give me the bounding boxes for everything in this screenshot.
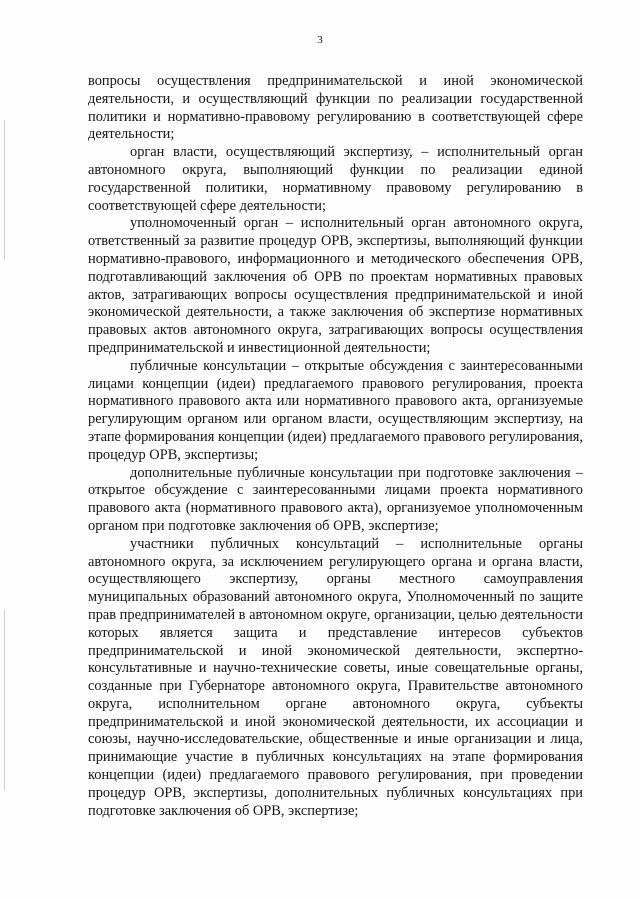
paragraph-definition-additional-consultations: дополнительные публичные консультации при подготовке заключения – открытое обсуждение с заинтересованными лицами проекта нормативного правового акта (нормативного правового акта), организуемое уполномоченным органом при подготовке заключения об ОРВ, экспертизе; [88, 464, 583, 534]
paragraph-continuation: вопросы осуществления предпринимательской и иной экономической деятельности, и осуществляющий функции по реализации государственной политики и нормативно-правовому регулированию в соответствующей сфере деятельности; [88, 73, 583, 143]
paragraph-definition-participants: участники публичных консультаций – исполнительные органы автономного округа, за исключением регулирующего органа и органа власти, осуществляющего экспертизу, органы местного самоуправления муниципальных образований автономного округа, Уполномоченный по защите прав предпринимателей в автономном округе, организации, целью деятельности которых является защита и представление интересов субъектов предпринимательской и иной экономической деятельности, экспертно-консультативные и научно-технические советы, иные совещательные органы, созданные при Губернаторе автономного округа, Правительстве автономного округа, исполнительном органе автономного округа, субъекты предпринимательской и иной экономической деятельности, их ассоциации и союзы, научно-исследовательские, общественные и иные организации и лица, принимающие участие в публичных консультациях на этапе формирования концепции (идеи) предлагаемого правового регулирования, при проведении процедур ОРВ, экспертизы, дополнительных публичных консультациях при подготовке заключения об ОРВ, экспертизе; [88, 535, 583, 819]
paragraph-definition-public-consultations: публичные консультации – открытые обсуждения с заинтересованными лицами концепции (идеи) предлагаемого правового регулирования, проекта нормативного правового акта или нормативного правового акта, организуемые регулирующим органом или органом власти, осуществляющим экспертизу, на этапе формирования концепции (идеи) предлагаемого правового регулирования, процедур ОРВ, экспертизы; [88, 357, 583, 463]
paragraph-definition-authorized-body: уполномоченный орган – исполнительный орган автономного округа, ответственный за развитие процедур ОРВ, экспертизы, выполняющий функции нормативно-правового, информационного и методического обеспечения ОРВ, подготавливающий заключения об ОРВ по проектам нормативных правовых актов, затрагивающих вопросы осуществления предпринимательской и иной экономической деятельности, а также заключения об экспертизе нормативных правовых актов автономного округа, затрагивающих вопросы осуществления предпринимательской и инвестиционной деятельности; [88, 215, 583, 356]
page-number: 3 [317, 34, 323, 46]
document-body [88, 73, 583, 820]
scan-margin-mark [4, 120, 5, 260]
paragraph-definition-expert-authority: орган власти, осуществляющий экспертизу, – исполнительный орган автономного округа, выполняющий функции по реализации единой государственной политики, нормативному правовому регулированию в соответствующей сфере деятельности; [88, 144, 583, 214]
scan-margin-mark [4, 610, 5, 790]
